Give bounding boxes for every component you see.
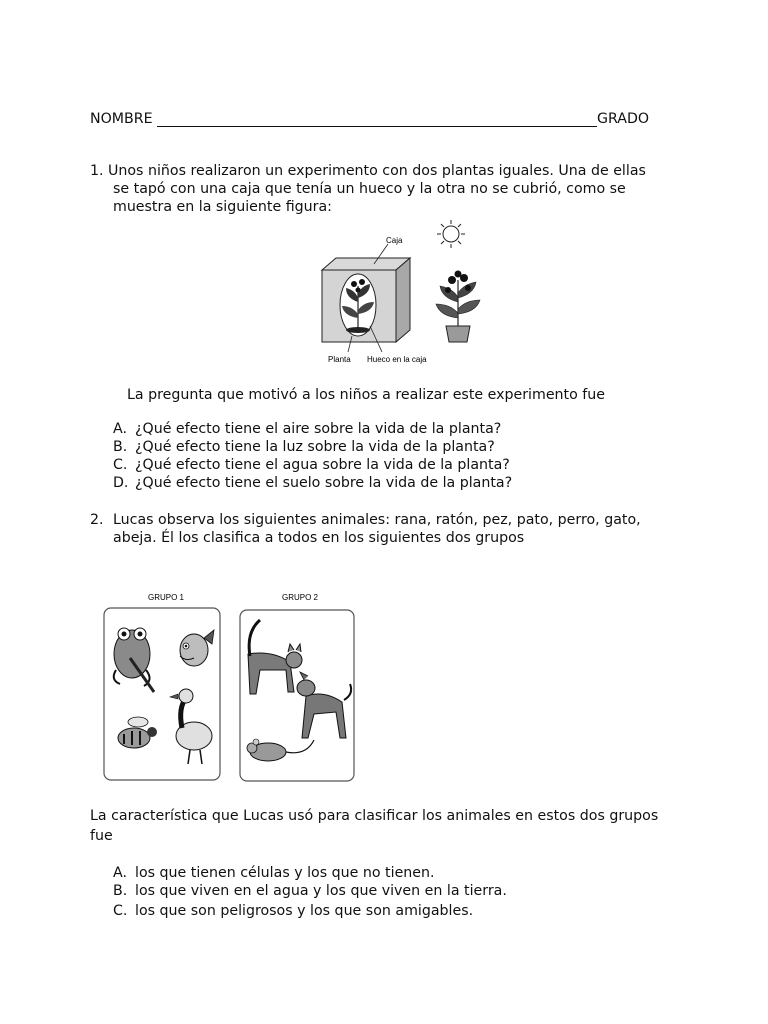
plant-label: Planta xyxy=(328,355,351,364)
option-text: ¿Qué efecto tiene el suelo sobre la vida de la planta? xyxy=(135,475,513,491)
q1-option-c xyxy=(113,456,510,474)
q1-option-d xyxy=(113,474,512,492)
uncovered-plant-drawing xyxy=(436,271,480,343)
name-blank-line xyxy=(157,112,597,127)
option-letter: C. xyxy=(113,457,128,473)
group2-label: GRUPO 2 xyxy=(282,593,319,602)
q1-option-b xyxy=(113,438,495,456)
q2-line-2: abeja. Él los clasifica a todos en los siguientes dos grupos xyxy=(113,530,525,546)
option-letter: B. xyxy=(113,439,128,455)
hole-label: Hueco en la caja xyxy=(367,355,427,364)
group1-label: GRUPO 1 xyxy=(148,593,185,602)
plant-experiment-figure xyxy=(318,218,498,370)
q2-number: 2. xyxy=(90,512,104,528)
q2-option-c xyxy=(113,902,473,920)
q2-option-a xyxy=(113,864,435,882)
option-text: los que viven en el agua y los que viven en la tierra. xyxy=(135,883,507,899)
option-letter: B. xyxy=(113,883,128,899)
option-letter: A. xyxy=(113,865,127,881)
animal-groups-figure xyxy=(100,588,360,786)
option-letter: A. xyxy=(113,421,127,437)
name-label: NOMBRE xyxy=(90,111,153,127)
option-text: los que tienen células y los que no tienen. xyxy=(135,865,435,881)
q2-line-1: Lucas observa los siguientes animales: rana, ratón, pez, pato, perro, gato, xyxy=(113,512,641,528)
q1-line-1: Unos niños realizaron un experimento con dos plantas iguales. Una de ellas xyxy=(108,163,646,179)
q2-prompt-line-2: fue xyxy=(90,828,113,844)
box-drawing xyxy=(322,258,410,342)
q1-line-2: se tapó con una caja que tenía un hueco y la otra no se cubrió, como se xyxy=(113,181,626,197)
q1-line-3: muestra en la siguiente figura: xyxy=(113,199,332,215)
option-text: ¿Qué efecto tiene el agua sobre la vida de la planta? xyxy=(135,457,510,473)
option-text: los que son peligrosos y los que son amigables. xyxy=(135,903,474,919)
sun-icon xyxy=(437,220,465,248)
q2-prompt-line-1: La característica que Lucas usó para clasificar los animales en estos dos grupos xyxy=(90,808,659,824)
option-text: ¿Qué efecto tiene el aire sobre la vida de la planta? xyxy=(135,421,502,437)
q1-number: 1. xyxy=(90,163,104,179)
option-letter: D. xyxy=(113,475,129,491)
q1-prompt: La pregunta que motivó a los niños a realizar este experimento fue xyxy=(127,387,606,403)
grade-label: GRADO xyxy=(597,111,650,127)
option-letter: C. xyxy=(113,903,128,919)
q1-option-a xyxy=(113,420,501,438)
option-text: ¿Qué efecto tiene la luz sobre la vida de la planta? xyxy=(135,439,495,455)
q2-option-b xyxy=(113,882,507,900)
box-label: Caja xyxy=(386,236,403,245)
